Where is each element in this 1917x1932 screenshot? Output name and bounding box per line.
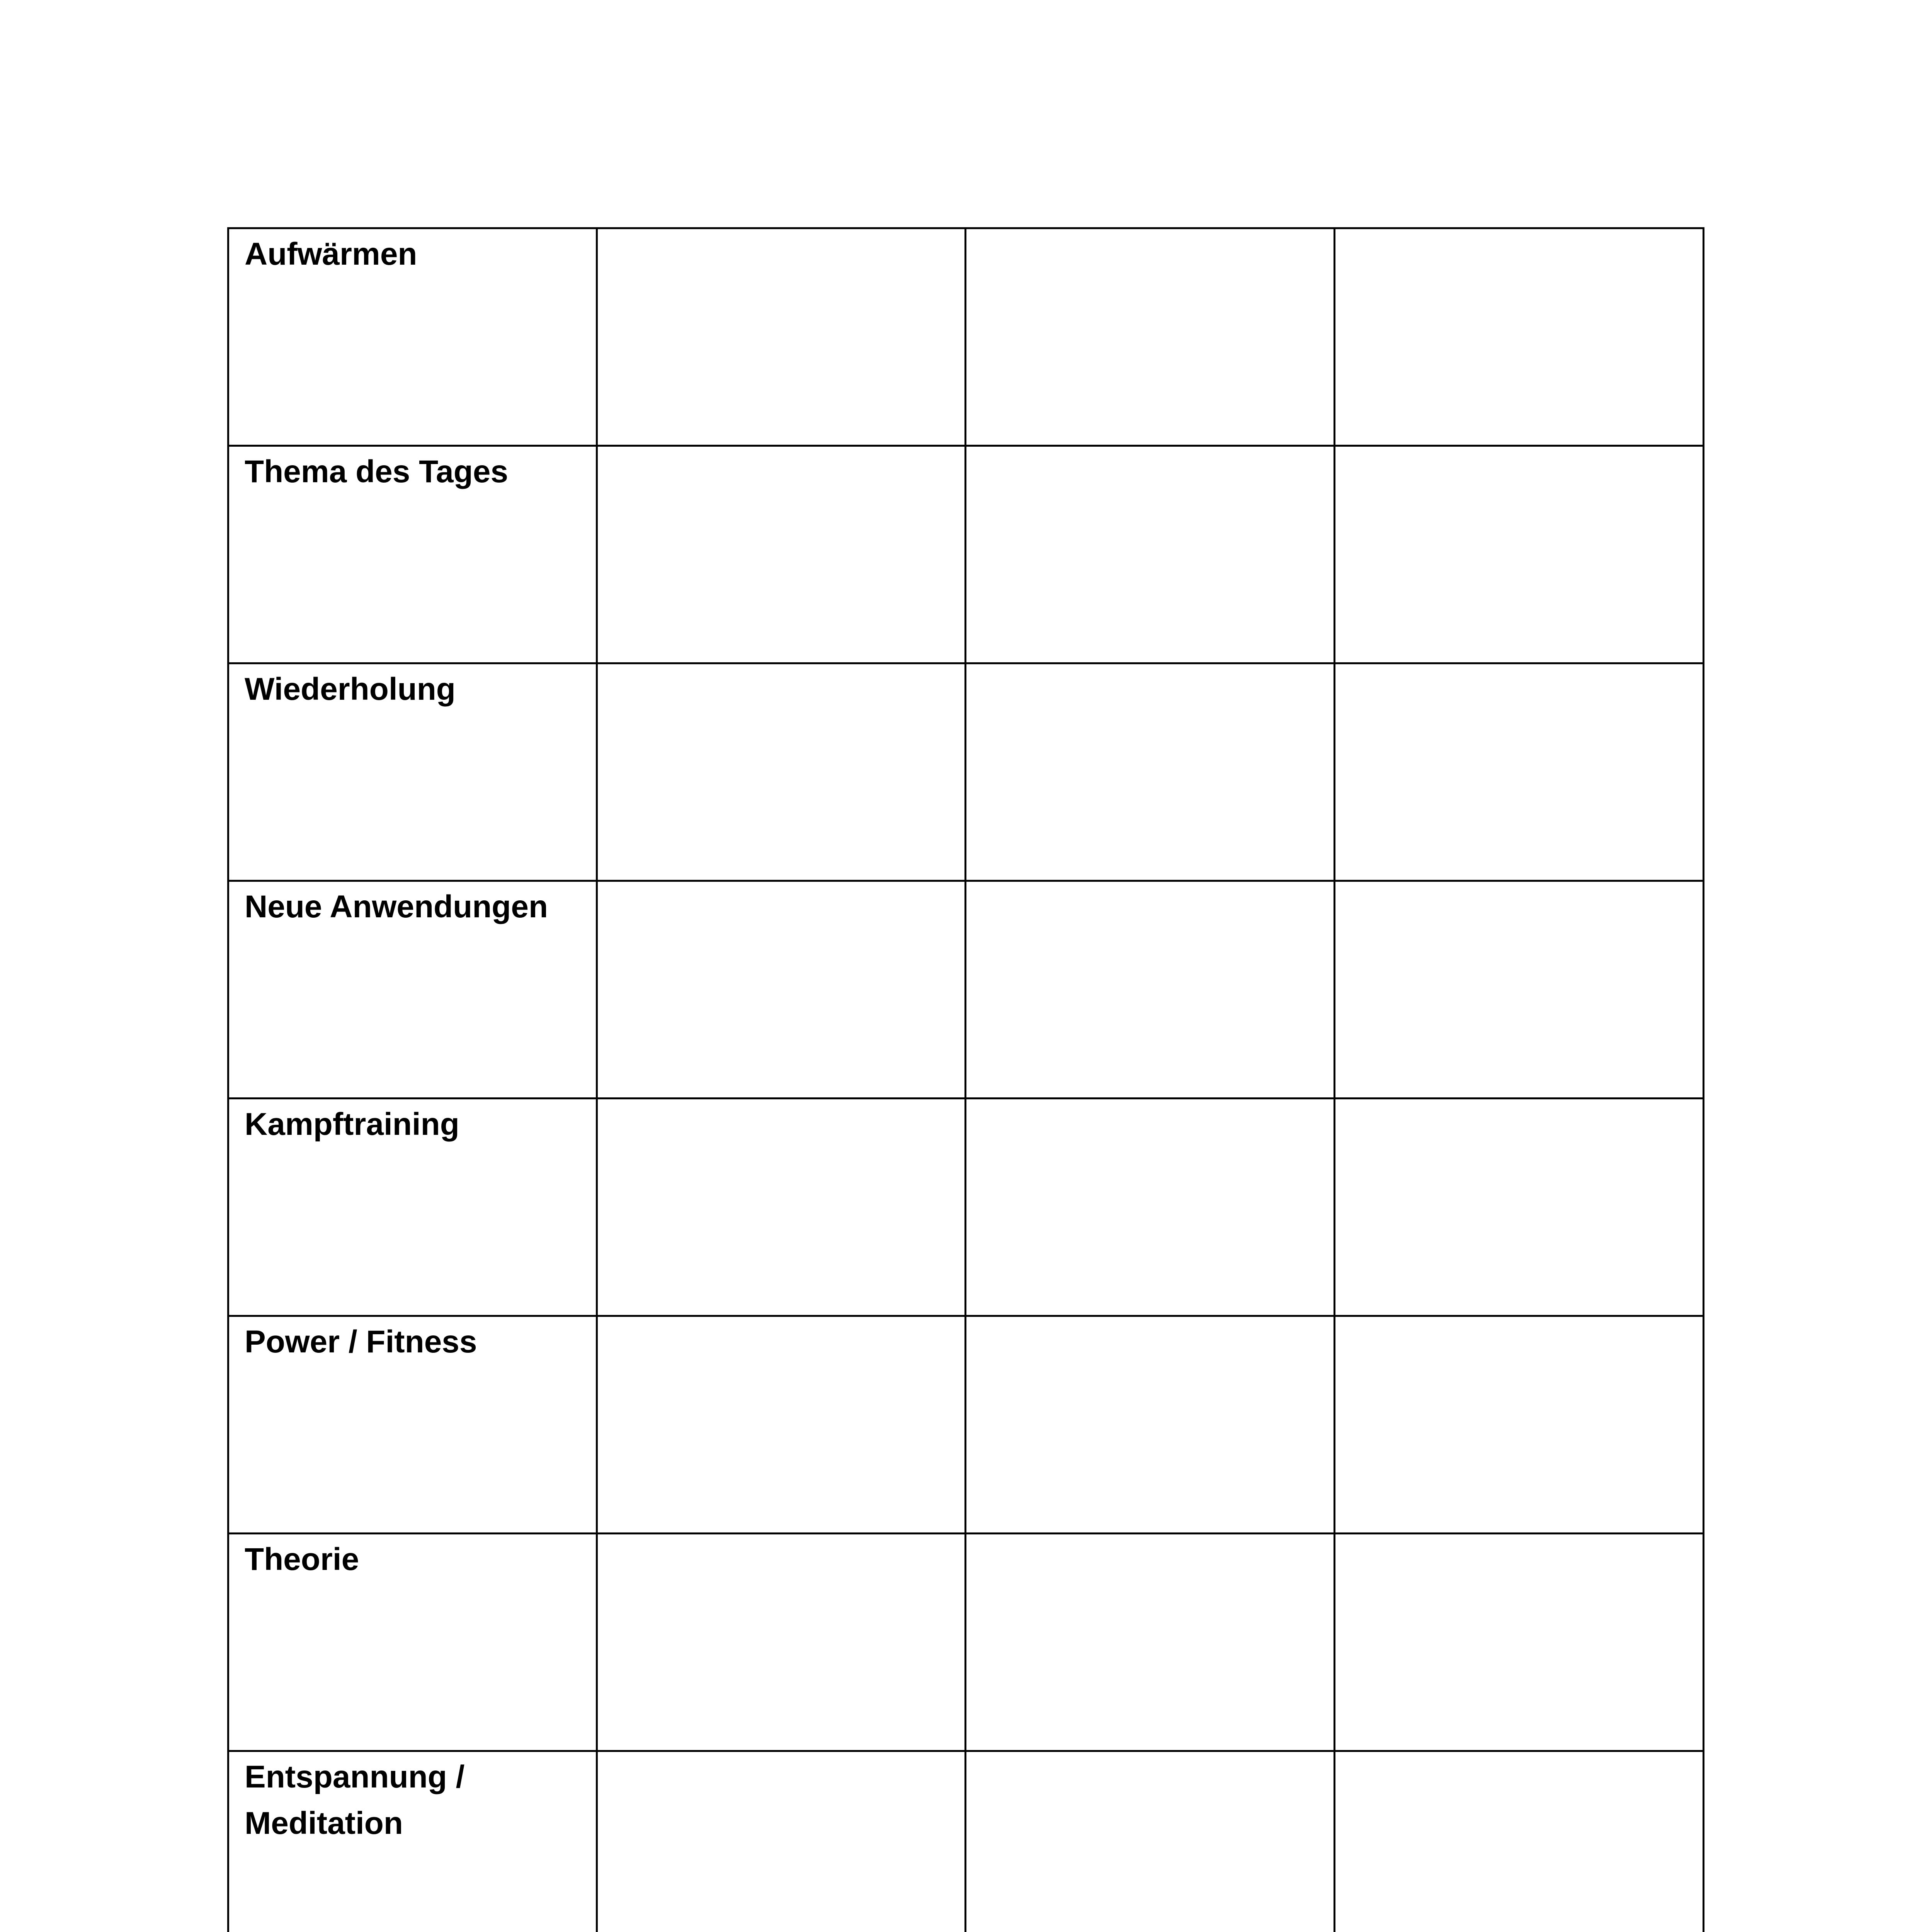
row-label-entspannung-meditation: Entspannung / Meditation — [245, 1759, 465, 1841]
empty-cell[interactable] — [597, 446, 966, 663]
table-row — [228, 881, 1704, 1099]
empty-cell[interactable] — [597, 1099, 966, 1316]
training-plan-table — [227, 227, 1704, 1932]
empty-cell[interactable] — [597, 1534, 966, 1751]
row-label-cell — [228, 446, 597, 663]
row-label-theorie: Theorie — [245, 1542, 359, 1577]
row-label-aufwaermen: Aufwärmen — [245, 236, 417, 272]
empty-cell[interactable] — [966, 1099, 1335, 1316]
row-label-cell — [228, 1316, 597, 1534]
empty-cell[interactable] — [597, 881, 966, 1099]
empty-cell[interactable] — [597, 1751, 966, 1932]
empty-cell[interactable] — [1335, 1534, 1704, 1751]
row-label-cell — [228, 1099, 597, 1316]
empty-cell[interactable] — [1335, 1099, 1704, 1316]
empty-cell[interactable] — [1335, 228, 1704, 446]
empty-cell[interactable] — [1335, 1751, 1704, 1932]
table-row — [228, 228, 1704, 446]
row-label-cell — [228, 228, 597, 446]
empty-cell[interactable] — [966, 663, 1335, 881]
empty-cell[interactable] — [1335, 663, 1704, 881]
table-row — [228, 446, 1704, 663]
empty-cell[interactable] — [966, 1316, 1335, 1534]
row-label-cell — [228, 663, 597, 881]
table-row — [228, 1751, 1704, 1932]
row-label-power-fitness: Power / Fitness — [245, 1324, 477, 1359]
table-row — [228, 663, 1704, 881]
empty-cell[interactable] — [597, 228, 966, 446]
empty-cell[interactable] — [597, 1316, 966, 1534]
row-label-thema-des-tages: Thema des Tages — [245, 454, 509, 489]
empty-cell[interactable] — [966, 881, 1335, 1099]
table-row — [228, 1316, 1704, 1534]
empty-cell[interactable] — [1335, 1316, 1704, 1534]
empty-cell[interactable] — [966, 228, 1335, 446]
row-label-cell — [228, 1751, 597, 1932]
table-row — [228, 1534, 1704, 1751]
row-label-neue-anwendungen: Neue Anwendungen — [245, 889, 548, 924]
row-label-cell — [228, 881, 597, 1099]
row-label-kampftraining: Kampftraining — [245, 1107, 459, 1142]
row-label-cell — [228, 1534, 597, 1751]
table-row — [228, 1099, 1704, 1316]
empty-cell[interactable] — [966, 1534, 1335, 1751]
row-label-wiederholung: Wiederholung — [245, 672, 456, 707]
empty-cell[interactable] — [1335, 446, 1704, 663]
empty-cell[interactable] — [1335, 881, 1704, 1099]
empty-cell[interactable] — [597, 663, 966, 881]
empty-cell[interactable] — [966, 446, 1335, 663]
empty-cell[interactable] — [966, 1751, 1335, 1932]
